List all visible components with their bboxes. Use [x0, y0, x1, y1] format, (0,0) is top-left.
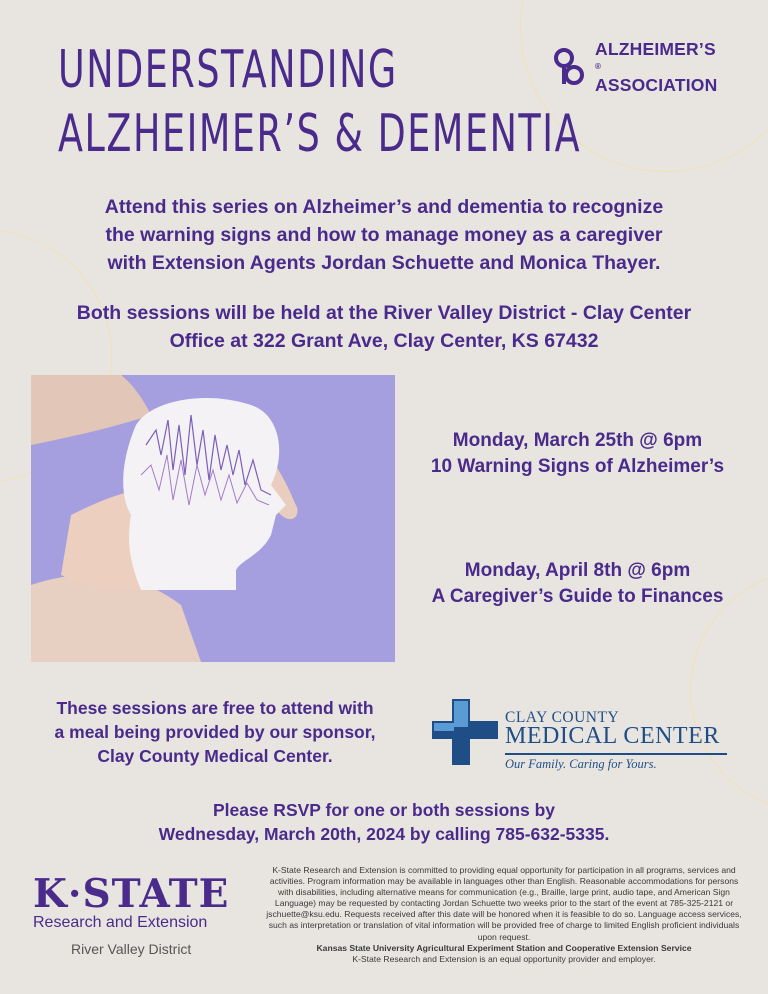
- location-line: Office at 322 Grant Ave, Clay Center, KS 67432: [169, 330, 599, 352]
- ccmc-line-2: MEDICAL CENTER: [505, 723, 720, 749]
- location-line: Both sessions will be held at the River Valley District - Clay Center: [76, 302, 692, 324]
- intro-line: with Extension Agents Jordan Schuette and Monica Thayer.: [107, 252, 661, 274]
- rsvp-text: [0, 798, 768, 846]
- hands-holding-head-photo: [31, 375, 395, 662]
- fine-print-body: K-State Research and Extension is committed to providing equal opportunity for participation in all programs, services and activities. Program information may be available in languages other than English. Reasonable accommodations for persons with disabilities, including alternative means for communication (e.g., Braille, large print, audio tape, and American Sign Language) may be requested by contacting Jordan Schuette two weeks prior to the start of the event at 785-325-2121 or jschuette@ksu.edu. Requests received after this date will be honored when it is feasible to do so. Language access services, such as interpretation or translation of vital information will be provided free of charge to limited English proficient individuals upon request.: [266, 865, 742, 942]
- medical-cross-icon: [430, 697, 500, 767]
- fine-print-bold: Kansas State University Agricultural Experiment Station and Cooperative Extension Service: [316, 942, 692, 953]
- alz-logo-line-2: ASSOCIATION: [595, 75, 718, 95]
- alz-registered-mark: ®: [595, 62, 602, 71]
- alz-association-icon: [551, 46, 591, 88]
- clay-county-medical-center-logo: [430, 697, 740, 772]
- kstate-name: K·STATE: [33, 871, 230, 917]
- fine-print-last: K-State Research and Extension is an equal opportunity provider and employer.: [352, 953, 656, 964]
- free-note-line: Clay County Medical Center.: [97, 746, 333, 766]
- kstate-subtitle: Research and Extension: [33, 914, 208, 931]
- rsvp-line: Wednesday, March 20th, 2024 by calling 785-632-5335.: [158, 824, 610, 844]
- free-note-line: a meal being provided by our sponsor,: [54, 722, 376, 742]
- session-1: [400, 428, 755, 480]
- kstate-logo: [33, 873, 248, 957]
- title-line-1: UNDERSTANDING: [58, 40, 398, 100]
- free-note-line: These sessions are free to attend with: [56, 698, 374, 718]
- ccmc-divider: [505, 753, 727, 755]
- session-2: [400, 558, 755, 610]
- session-date: Monday, March 25th @ 6pm: [452, 430, 703, 451]
- kstate-district: River Valley District: [71, 941, 192, 957]
- alz-logo-line-1: ALZHEIMER’S: [595, 39, 716, 59]
- session-topic: A Caregiver’s Guide to Finances: [431, 586, 724, 607]
- intro-line: Attend this series on Alzheimer’s and dementia to recognize: [104, 196, 664, 218]
- rsvp-line: Please RSVP for one or both sessions by: [212, 800, 555, 820]
- intro-text: [0, 193, 768, 277]
- session-date: Monday, April 8th @ 6pm: [464, 560, 691, 581]
- page-title: [58, 38, 581, 166]
- fine-print: [265, 865, 743, 965]
- alzheimers-association-logo: [551, 40, 717, 94]
- free-note: [30, 696, 400, 768]
- intro-line: the warning signs and how to manage money as a caregiver: [105, 224, 663, 246]
- ccmc-tagline: Our Family. Caring for Yours.: [505, 757, 657, 771]
- ccmc-line-1: CLAY COUNTY: [505, 709, 620, 726]
- location-text: [0, 299, 768, 355]
- title-line-2: ALZHEIMER’S & DEMENTIA: [58, 104, 582, 164]
- session-topic: 10 Warning Signs of Alzheimer’s: [430, 456, 725, 477]
